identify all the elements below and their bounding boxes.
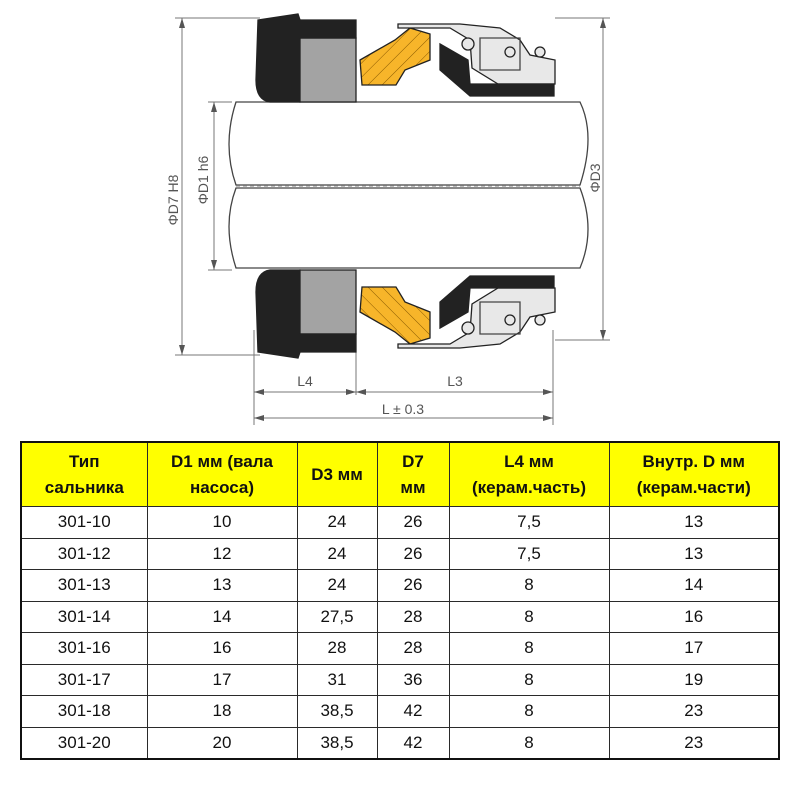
table-cell: 19 — [609, 664, 779, 696]
table-cell: 38,5 — [297, 696, 377, 728]
table-cell: 301-16 — [21, 633, 147, 665]
table-cell: 18 — [147, 696, 297, 728]
header-line: мм — [400, 477, 426, 497]
table-cell: 8 — [449, 727, 609, 759]
table-cell: 26 — [377, 570, 449, 602]
table-cell: 24 — [297, 507, 377, 539]
label-d3: ΦD3 — [587, 163, 603, 193]
table-cell: 8 — [449, 664, 609, 696]
header-line: Внутр. D мм — [642, 451, 745, 471]
table-cell: 301-12 — [21, 538, 147, 570]
table-cell: 20 — [147, 727, 297, 759]
seal-bottom-half — [256, 270, 555, 358]
table-cell: 36 — [377, 664, 449, 696]
header-line: L4 мм — [504, 451, 554, 471]
table-cell: 301-10 — [21, 507, 147, 539]
header-line: сальника — [44, 477, 124, 497]
table-cell: 301-17 — [21, 664, 147, 696]
table-header-cell — [377, 442, 449, 507]
table-cell: 301-13 — [21, 570, 147, 602]
table-cell: 301-18 — [21, 696, 147, 728]
table-row — [21, 601, 779, 633]
table-row — [21, 664, 779, 696]
table-header-cell — [297, 442, 377, 507]
table-cell: 16 — [609, 601, 779, 633]
table-cell: 23 — [609, 727, 779, 759]
table-cell: 42 — [377, 696, 449, 728]
header-line: D7 — [402, 451, 424, 471]
header-line: насоса) — [189, 477, 255, 497]
table-row — [21, 570, 779, 602]
table-cell: 14 — [147, 601, 297, 633]
seal-spec-table — [20, 441, 780, 760]
header-line: D1 мм (вала — [171, 451, 273, 471]
label-l: L ± 0.3 — [381, 401, 425, 417]
table-header-cell — [609, 442, 779, 507]
table-cell: 28 — [297, 633, 377, 665]
table-cell: 7,5 — [449, 507, 609, 539]
table-cell: 38,5 — [297, 727, 377, 759]
table-cell: 26 — [377, 507, 449, 539]
header-line: (керам.части) — [636, 477, 751, 497]
table-cell: 28 — [377, 633, 449, 665]
table-cell: 301-14 — [21, 601, 147, 633]
table-row — [21, 507, 779, 539]
table-cell: 8 — [449, 570, 609, 602]
table-row — [21, 633, 779, 665]
table-header-row — [21, 442, 779, 507]
table-cell: 14 — [609, 570, 779, 602]
label-d1: ΦD1 h6 — [195, 155, 211, 205]
table-cell: 13 — [609, 507, 779, 539]
table-cell: 26 — [377, 538, 449, 570]
shaft — [229, 102, 588, 268]
table-header-cell — [21, 442, 147, 507]
label-l3: L3 — [447, 373, 463, 389]
table-cell: 31 — [297, 664, 377, 696]
label-l4: L4 — [297, 373, 313, 389]
table-cell: 28 — [377, 601, 449, 633]
table-cell: 13 — [609, 538, 779, 570]
seal-top-half — [256, 14, 555, 102]
header-line: (керам.часть) — [472, 477, 586, 497]
table-cell: 10 — [147, 507, 297, 539]
label-d7: ΦD7 H8 — [165, 174, 181, 226]
table-cell: 12 — [147, 538, 297, 570]
table-cell: 301-20 — [21, 727, 147, 759]
table-cell: 17 — [147, 664, 297, 696]
header-line: D3 мм — [311, 464, 363, 484]
table-cell: 24 — [297, 538, 377, 570]
table-cell: 13 — [147, 570, 297, 602]
table-cell: 23 — [609, 696, 779, 728]
table-cell: 8 — [449, 696, 609, 728]
table-body — [21, 507, 779, 760]
table-row — [21, 727, 779, 759]
table-cell: 24 — [297, 570, 377, 602]
table-cell: 17 — [609, 633, 779, 665]
table-row — [21, 696, 779, 728]
table-row — [21, 538, 779, 570]
table-cell: 27,5 — [297, 601, 377, 633]
table-cell: 8 — [449, 633, 609, 665]
table-cell: 42 — [377, 727, 449, 759]
table-cell: 7,5 — [449, 538, 609, 570]
table-header-cell — [449, 442, 609, 507]
table-cell: 16 — [147, 633, 297, 665]
table-cell: 8 — [449, 601, 609, 633]
header-line: Тип — [69, 451, 100, 471]
table-header-cell — [147, 442, 297, 507]
